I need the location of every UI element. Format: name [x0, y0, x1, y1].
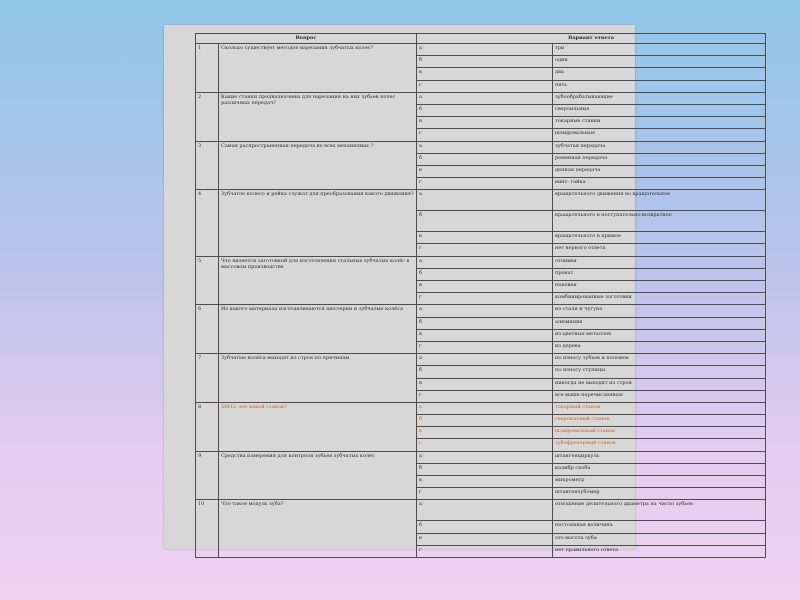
option-text: токарные станки	[553, 117, 766, 129]
option-letter: г	[417, 293, 553, 305]
option-text: из цветных металлов	[553, 329, 766, 341]
option-letter: в	[417, 281, 553, 293]
option-text: прокат	[553, 268, 766, 280]
option-text: алюминия	[553, 317, 766, 329]
question-text: Что такое модуль зуба?	[219, 500, 417, 558]
option-text: комбинированные заготовки	[553, 293, 766, 305]
option-letter: а	[417, 141, 553, 153]
option-letter: в	[417, 427, 553, 439]
question-number: 3	[196, 141, 219, 190]
option-letter: в	[417, 476, 553, 488]
option-letter: г	[417, 439, 553, 451]
table-row	[196, 451, 766, 463]
question-number: 9	[196, 451, 219, 500]
question-text: Какие станки предназначены для нарезания на них зубьев колес различных передач?	[219, 92, 417, 141]
question-number: 4	[196, 190, 219, 256]
option-letter: б	[417, 211, 553, 232]
option-letter: б	[417, 463, 553, 475]
option-text: из стали и чугуна	[553, 305, 766, 317]
option-letter: б	[417, 153, 553, 165]
option-text: винт- гайка	[553, 178, 766, 190]
option-text: сверлильные	[553, 104, 766, 116]
question-text: Зубчатые колёса выходят из строя по причинам	[219, 354, 417, 403]
option-text: зубчатая передача	[553, 141, 766, 153]
option-letter: г	[417, 80, 553, 92]
option-letter: а	[417, 500, 553, 521]
question-number: 10	[196, 500, 219, 558]
table-row	[196, 305, 766, 317]
question-number: 8	[196, 402, 219, 451]
option-text: отливки	[553, 256, 766, 268]
option-text: шлифовальные	[553, 129, 766, 141]
option-letter: а	[417, 190, 553, 211]
option-text: токарный станок	[553, 402, 766, 414]
option-letter: в	[417, 378, 553, 390]
option-letter: в	[417, 165, 553, 177]
option-letter: в	[417, 329, 553, 341]
option-letter: в	[417, 533, 553, 545]
option-letter: г	[417, 488, 553, 500]
option-letter: а	[417, 92, 553, 104]
option-text: ременная передача	[553, 153, 766, 165]
option-text: калибр скоба	[553, 463, 766, 475]
option-text: два	[553, 68, 766, 80]
option-text: это высота зуба	[553, 533, 766, 545]
header-answer-variant: Вариант ответа	[417, 34, 766, 44]
option-letter: г	[417, 341, 553, 353]
table-header-row	[196, 34, 766, 44]
header-question: Вопрос	[196, 34, 417, 44]
option-text: зубофрезерный станок	[553, 439, 766, 451]
option-text: поковки	[553, 281, 766, 293]
option-text: микрометр	[553, 476, 766, 488]
option-text: вращательного в поступательно-возвратное	[553, 211, 766, 232]
option-letter: в	[417, 68, 553, 80]
table-row	[196, 256, 766, 268]
option-text: штангензубомер	[553, 488, 766, 500]
option-text: сверлильный станок	[553, 415, 766, 427]
question-number: 2	[196, 92, 219, 141]
question-text: Зубчатое колесо и рейка служат для преобразования какого движения?	[219, 190, 417, 256]
option-letter: б	[417, 56, 553, 68]
option-text: штангенциркуль	[553, 451, 766, 463]
option-text: пять	[553, 80, 766, 92]
option-text: по износу зубьев и поломок	[553, 354, 766, 366]
table-row	[196, 402, 766, 414]
option-text: отношение делительного диаметра на число зубьев	[553, 500, 766, 521]
option-letter: в	[417, 117, 553, 129]
option-text: постоянная величина	[553, 521, 766, 533]
option-text: цепная передача	[553, 165, 766, 177]
option-text: вращательного движения во вращательное	[553, 190, 766, 211]
option-letter: а	[417, 451, 553, 463]
option-text: по износу ступицы	[553, 366, 766, 378]
table-row	[196, 190, 766, 211]
question-text: Средства измерения для контроля зубьев зубчатых колёс	[219, 451, 417, 500]
option-letter: г	[417, 244, 553, 256]
question-number: 7	[196, 354, 219, 403]
option-text: никогда не выходят из строя	[553, 378, 766, 390]
table-row	[196, 500, 766, 521]
option-text: нет верного ответа	[553, 244, 766, 256]
option-letter: б	[417, 268, 553, 280]
option-letter: г	[417, 390, 553, 402]
option-letter: в	[417, 232, 553, 244]
option-letter: б	[417, 366, 553, 378]
question-number: 6	[196, 305, 219, 354]
option-letter: а	[417, 305, 553, 317]
table-row	[196, 141, 766, 153]
question-number: 1	[196, 44, 219, 93]
option-text: шлифовальный станок	[553, 427, 766, 439]
option-text: все выше перечисленные	[553, 390, 766, 402]
slide	[164, 25, 693, 553]
option-text: вращательного в прямое	[553, 232, 766, 244]
option-letter: г	[417, 129, 553, 141]
option-text: один	[553, 56, 766, 68]
question-text: Из какого материала изготавливаются шестерни и зубчатые колёса	[219, 305, 417, 354]
option-text: зубообрабатывающие	[553, 92, 766, 104]
question-text: Самая распространенная передача во всех механизмах ?	[219, 141, 417, 190]
quiz-body	[196, 44, 766, 558]
table-row	[196, 44, 766, 56]
option-text: три	[553, 44, 766, 56]
option-text: нет правильного ответа	[553, 545, 766, 557]
quiz-table	[195, 33, 766, 558]
option-letter: б	[417, 521, 553, 533]
option-letter: а	[417, 44, 553, 56]
question-text: 5М32- это какой станок?	[219, 402, 417, 451]
option-letter: г	[417, 178, 553, 190]
option-letter: б	[417, 415, 553, 427]
table-row	[196, 92, 766, 104]
option-letter: а	[417, 256, 553, 268]
question-text: Что является заготовкой для изготовления стальных зубчатых колёс в массовом производстве	[219, 256, 417, 305]
option-letter: б	[417, 104, 553, 116]
table-row	[196, 354, 766, 366]
question-number: 5	[196, 256, 219, 305]
option-letter: б	[417, 317, 553, 329]
option-letter: а	[417, 354, 553, 366]
option-text: из дерева	[553, 341, 766, 353]
question-text: Сколько существует методов нарезания зубчатых колес?	[219, 44, 417, 93]
option-letter: г	[417, 545, 553, 557]
option-letter: а	[417, 402, 553, 414]
